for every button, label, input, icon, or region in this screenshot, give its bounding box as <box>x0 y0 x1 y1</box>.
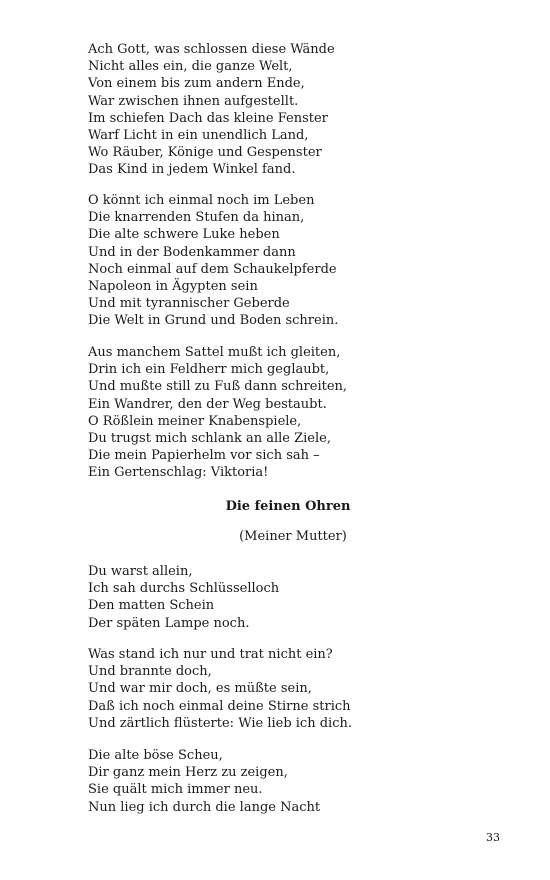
page-number: 33 <box>486 831 500 844</box>
verse-line: Und mit tyrannischer Geberde <box>88 296 290 312</box>
verse-line: Ich sah durchs Schlüsselloch <box>88 581 280 597</box>
verse-line: Nun lieg ich durch die lange Nacht <box>88 799 321 815</box>
verse-line: Und mußte still zu Fuß dann schreiten, <box>88 379 348 395</box>
verse-line: Nicht alles ein, die ganze Welt, <box>88 59 293 75</box>
verse-line: Napoleon in Ägypten sein <box>88 279 258 295</box>
poem-dedication: (Meiner Mutter) <box>239 529 347 544</box>
verse-line: Die alte böse Scheu, <box>88 748 223 763</box>
stanza <box>88 192 508 330</box>
verse-line: Die mein Papierhelm vor sich sah – <box>88 448 320 464</box>
verse-line: Der späten Lampe noch. <box>88 615 250 631</box>
verse-line: Die knarrenden Stufen da hinan, <box>88 210 305 226</box>
verse-line: Und in der Bodenkammer dann <box>88 244 296 260</box>
verse-line: Ach Gott, was schlossen diese Wände <box>88 42 335 57</box>
verse-line: Und brannte doch, <box>88 664 212 680</box>
verse-line: Du trugst mich schlank an alle Ziele, <box>88 431 331 447</box>
verse-line: Dir ganz mein Herz zu zeigen, <box>88 765 288 781</box>
verse-line: Aus manchem Sattel mußt ich gleiten, <box>88 345 341 360</box>
verse-line: O Rößlein meiner Knabenspiele, <box>88 413 302 429</box>
verse-line: O könnt ich einmal noch im Leben <box>88 193 315 208</box>
verse-line: Sie quält mich immer neu. <box>88 782 263 798</box>
stanza <box>88 41 508 179</box>
verse-line: Den matten Schein <box>88 598 215 614</box>
verse-line: Im schiefen Dach das kleine Fenster <box>88 110 328 126</box>
stanza <box>88 563 508 632</box>
verse-line: Das Kind in jedem Winkel fand. <box>88 162 296 178</box>
stanza <box>88 344 508 482</box>
verse-line: Was stand ich nur und trat nicht ein? <box>88 647 333 662</box>
verse-line: Warf Licht in ein unendlich Land, <box>88 128 309 144</box>
verse-line: War zwischen ihnen aufgestellt. <box>88 93 299 109</box>
verse-line: Daß ich noch einmal deine Stirne strich <box>88 698 351 714</box>
verse-line: Die Welt in Grund und Boden schrein. <box>88 313 339 329</box>
verse-line: Von einem bis zum andern Ende, <box>88 76 305 92</box>
stanza <box>88 747 508 816</box>
verse-line: Ein Gertenschlag: Viktoria! <box>88 465 269 481</box>
verse-line: Drin ich ein Feldherr mich geglaubt, <box>88 362 330 378</box>
verse-line: Und zärtlich flüsterte: Wie lieb ich dich. <box>88 715 352 731</box>
verse-line: Noch einmal auf dem Schaukelpferde <box>88 261 337 277</box>
verse-line: Du warst allein, <box>88 564 193 579</box>
stanza <box>88 646 508 732</box>
verse-line: Und war mir doch, es müßte sein, <box>88 681 312 697</box>
verse-line: Die alte schwere Luke heben <box>88 227 280 243</box>
verse-line: Wo Räuber, Könige und Gespenster <box>88 145 322 161</box>
poem-title: Die feinen Ohren <box>225 499 351 514</box>
verse-line: Ein Wandrer, den der Weg bestaubt. <box>88 396 327 412</box>
